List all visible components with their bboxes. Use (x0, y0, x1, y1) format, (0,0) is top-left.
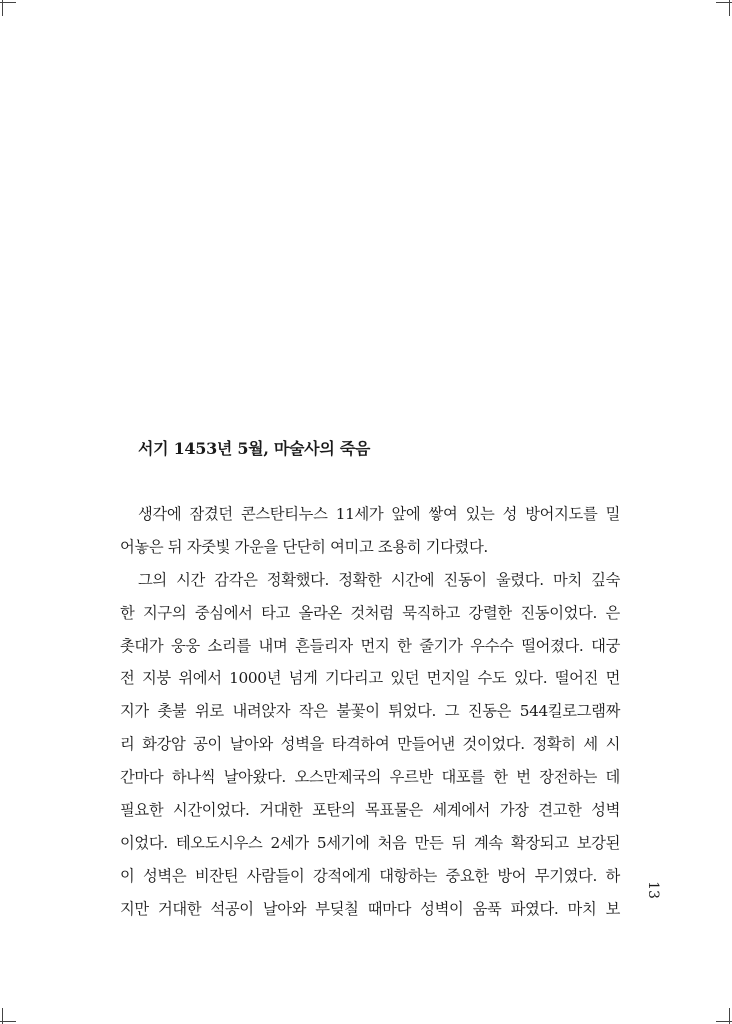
crop-mark-bottom-right-v (729, 1008, 730, 1024)
body-line: 전 지붕 위에서 1000년 넘게 기다리고 있던 먼지일 수도 있다. 떨어진 먼 (120, 669, 620, 688)
body-line: 간마다 하나씩 날아왔다. 오스만제국의 우르반 대포를 한 번 장전하는 데 (120, 768, 620, 787)
body-line: 이었다. 테오도시우스 2세가 5세기에 처음 만든 뒤 계속 확장되고 보강된 (120, 833, 620, 852)
chapter-title: 서기 1453년 5월, 마술사의 죽음 (138, 439, 371, 458)
body-line: 어놓은 뒤 자줏빛 가운을 단단히 여미고 조용히 기다렸다. (120, 537, 488, 556)
body-line: 이 성벽은 비잔틴 사람들이 강적에게 대항하는 중요한 방어 무기였다. 하 (120, 866, 620, 885)
crop-mark-top-left-v (2, 0, 3, 16)
page-number: 13 (644, 881, 661, 899)
body-line: 리 화강암 공이 날아와 성벽을 타격하여 만들어낸 것이었다. 정확히 세 시 (120, 735, 620, 754)
body-line: 지만 거대한 석공이 날아와 부딪칠 때마다 성벽이 움푹 파였다. 마치 보 (120, 899, 620, 918)
body-text (120, 498, 620, 926)
body-line: 한 지구의 중심에서 타고 올라온 것처럼 묵직하고 강렬한 진동이었다. 은 (120, 603, 620, 622)
body-line: 필요한 시간이었다. 거대한 포탄의 목표물은 세계에서 가장 견고한 성벽 (120, 801, 620, 820)
body-line: 생각에 잠겼던 콘스탄티누스 11세가 앞에 쌓여 있는 성 방어지도를 밀 (138, 505, 620, 523)
body-line: 촛대가 웅웅 소리를 내며 흔들리자 먼지 한 줄기가 우수수 떨어졌다. 대궁 (120, 636, 620, 655)
crop-mark-bottom-left-v (2, 1008, 3, 1024)
crop-mark-top-right-v (729, 0, 730, 16)
body-line: 그의 시간 감각은 정확했다. 정확한 시간에 진동이 울렸다. 마치 깊숙 (138, 570, 620, 589)
body-line: 지가 촛불 위로 내려앉자 작은 불꽃이 튀었다. 그 진동은 544킬로그램짜 (120, 702, 620, 721)
